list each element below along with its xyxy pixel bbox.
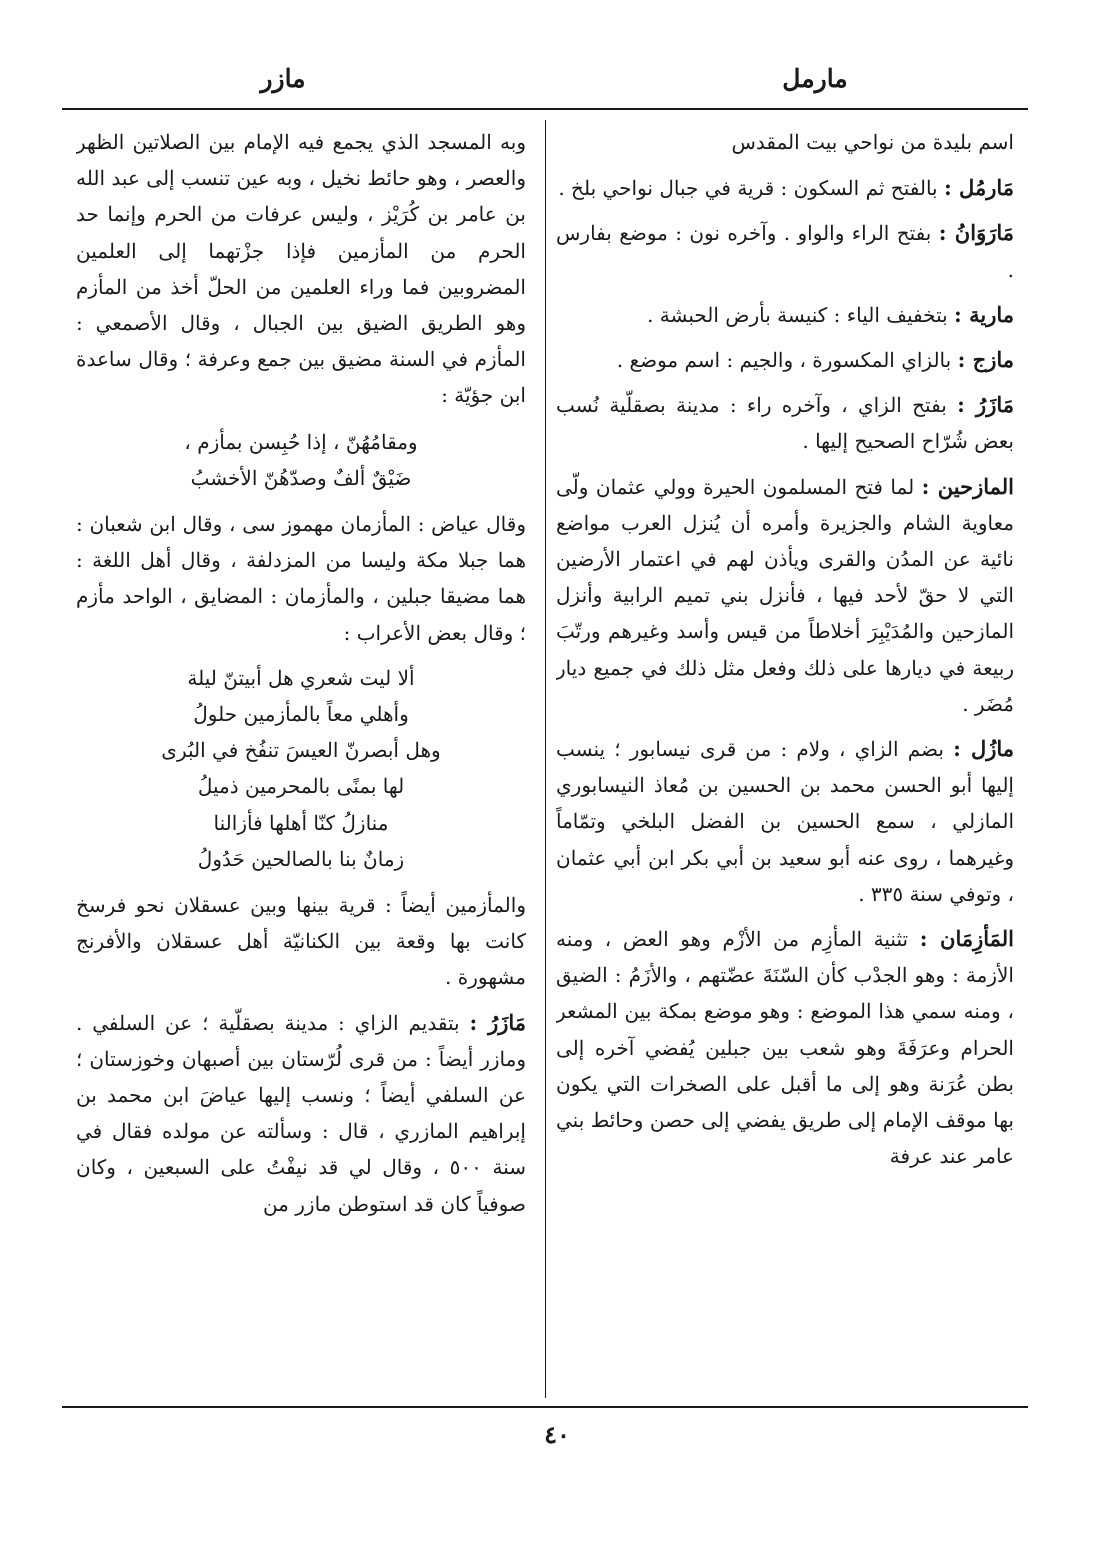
entry (556, 215, 1014, 287)
paragraph: والمأزمين أيضاً : قرية بينها وبين عسقلان نحو فرسخ كانت بها وقعة بين الكنانيّة أهل عسقلان والأفرنج مشهورة . (76, 893, 526, 990)
left-column (76, 124, 526, 1400)
verse-line: وهل أبصرنّ العيسَ تنفُخ في البُرى (161, 738, 441, 763)
entry-term: مازج : (957, 347, 1014, 373)
poem-verse (76, 660, 526, 877)
entry-text: بالزاي المكسورة ، والجيم : اسم موضع . (616, 348, 958, 373)
entry-term: المَأزِمَان : (919, 926, 1014, 952)
right-column (556, 124, 1014, 1400)
entry-text: بفتح الزاي ، وآخره راء : مدينة بصقلّية نُسب بعض شُرّاح الصحيح إليها . (556, 393, 1014, 454)
entry (556, 342, 1014, 378)
entry-term: مَارَوَانُ : (938, 220, 1014, 246)
column-divider (545, 120, 546, 1398)
entry-text: بالفتح ثم السكون : قرية في جبال نواحي بلخ . (558, 176, 944, 201)
entry-term: مَارمُل : (943, 175, 1014, 201)
entry (556, 731, 1014, 912)
entry-term: مَازَرُ : (957, 392, 1014, 418)
entry-text: تثنية المأزِم من الأزْم وهو العض ، ومنه الأزمة : وهو الجدْب كأن السّنَةَ عضّتهم ، والأزَمُ : الضيق ، ومنه سمي هذا الموضع : وهو موضع بمكة بين المشعر الحرام وعرَفَةَ وهو شعب بين جبلين يُفضي آخره إلى بطن عُرَنة وهو إلى ما أقبل على الصخرات التي يكون بها موقف الإمام إلى طريق يفضي إلى حصن وحائط بني عامر عند عرفة (556, 927, 1014, 1169)
continuation-text: اسم بليدة من نواحي بيت المقدس (731, 130, 1014, 154)
poem-verse (76, 424, 526, 496)
entry-term: مارية : (954, 301, 1014, 327)
entry-term: مازُل : (953, 736, 1014, 762)
entry (556, 921, 1014, 1174)
verse-line: لها بمنًى بالمحرمين ذميلُ (197, 774, 405, 799)
running-header-left: مازر (260, 64, 306, 93)
entry-text: بتقديم الزاي : مدينة بصقلّية ؛ عن السلفي . ومازر أيضاً : من قرى لُرّستان بين أصبهان وخوزستان ؛ عن السلفي أيضاً ؛ ونسب إليها عياضَ ابن محمد بن إبراهيم المازري ، قال : وسألته عن مولده فقال في سنة ٥٠٠ ، وقال لي قد نيفْتُ على السبعين ، وكان صوفياً كان قد استوطن مازر من (76, 1010, 526, 1216)
verse-line: وأهلي معاً بالمأزمين حلولُ (193, 702, 409, 727)
continuation-text: وبه المسجد الذي يجمع فيه الإمام بين الصلاتين الظهر والعصر ، وهو حائط نخيل ، وبه عين تنسب إلى عبد الله بن عامر بن كُرَيْز ، وليس عرفات من الحرم وإنما حد الحرم من المأزمين فإذا جزْتهما إلى العلمين المضروبين فما وراء العلمين من الحلّ أخذ من المأزم وهو الطريق الضيق بين الجبال ، وقال الأصمعي : المأزم في السنة مضيق بين جمع وعرفة ؛ وقال ساعدة ابن جؤيّة : (76, 130, 526, 408)
verse-line: منازلُ كنّا أهلها فأزالنا (213, 810, 389, 835)
verse-line: ومقامُهُنّ ، إذا حُبِسن بمأزم ، (184, 429, 418, 454)
entry (556, 469, 1014, 722)
entry-text: بتخفيف الياء : كنيسة بأرض الحبشة . (647, 302, 955, 327)
verse-line: زمانٌ بنا بالصالحين حَدُولُ (197, 846, 405, 871)
footer-rule (62, 1406, 1028, 1408)
entry-term: المازحين : (921, 473, 1014, 499)
entry-term: مَازَرُ : (469, 1009, 526, 1035)
header-rule (62, 108, 1028, 110)
entry-text: بضم الزاي ، ولام : من قرى نيسابور ؛ ينسب إليها أبو الحسن محمد بن الحسين بن مُعاذ النيسابوري المازلي ، سمع الحسين بن الفضل البلخي وتمّاماً وغيرهما ، روى عنه أبو سعيد بن أبي بكر ابن أبي عثمان ، وتوفي سنة ٣٣٥ . (556, 737, 1014, 906)
paragraph: وقال عياض : المأزمان مهموز سى ، وقال ابن شعبان : هما جبلا مكة وليسا من المزدلفة ، وقال أهل اللغة : هما مضيقا جبلين ، والمأزمان : المضايق ، الواحد مأزم ؛ وقال بعض الأعراب : (76, 512, 526, 645)
running-header-right: مارمل (782, 64, 848, 93)
entry (556, 387, 1014, 459)
verse-line: ضَيْقٌ ألفٌ وصدّهُنّ الأخشبُ (190, 465, 412, 490)
verse-line: ألا ليت شعري هل أبيتنّ ليلة (187, 665, 415, 690)
entry (556, 170, 1014, 206)
entry (556, 297, 1014, 333)
page-number: ٤٠ (544, 1420, 570, 1449)
entry-text: بفتح الراء والواو . وآخره نون : موضع بفارس . (556, 221, 1014, 282)
entry-text: لما فتح المسلمون الحيرة وولي عثمان ولّى معاوية الشام والجزيرة وأمره أن يُنزل العرب مواضع نائية عن المدُن والقرى ويأذن لهم في اعتمار الأرضين التي لا حقّ لأحد فيها ، فأنزل بني تميم الرابية وأنزل المازحين والمُدَيْبِرَ أخلاطاً من قيس وأسد وغيرهم ورتّبَ ربيعة في ديارها على ذلك وفعل مثل ذلك في جميع ديار مُضَر . (556, 474, 1014, 716)
entry (76, 1005, 526, 1222)
